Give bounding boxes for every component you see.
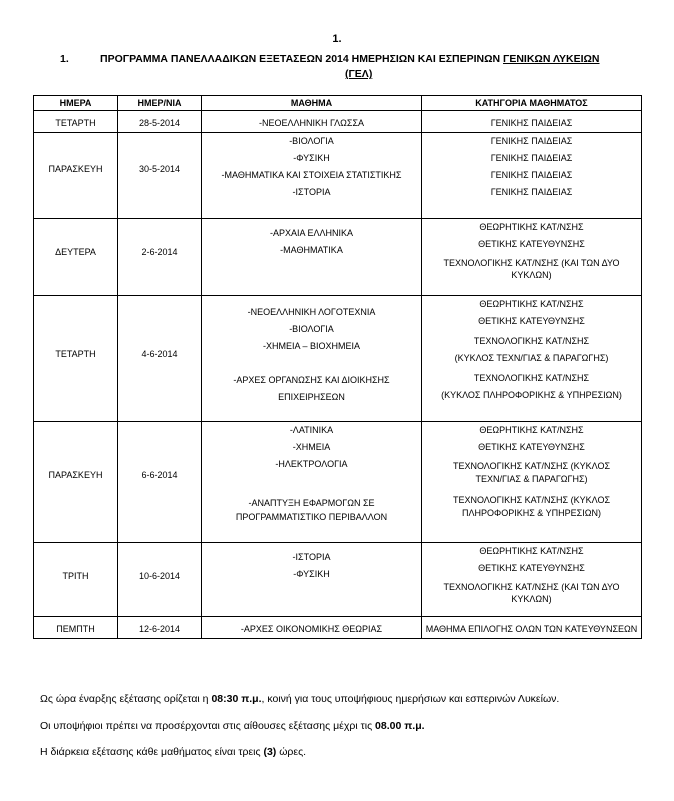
date-cell: 10-6-2014 [118,543,202,617]
date-cell: 6-6-2014 [118,422,202,543]
subject-cell: -ΙΣΤΟΡΙΑ -ΦΥΣΙΚΗ [202,543,422,617]
day-cell: ΤΡΙΤΗ [34,543,118,617]
subject-cell: -ΝΕΟΕΛΛΗΝΙΚΗ ΛΟΓΟΤΕΧΝΙΑ -ΒΙΟΛΟΓΙΑ -ΧΗΜΕΙΑ – ΒΙΟΧΗΜΕΙΑ -ΑΡΧΕΣ ΟΡΓΑΝΩΣΗΣ ΚΑΙ ΔΙΟΙΚΗΣΗΣ ΕΠΙΧΕΙΡΗΣΕΩΝ [202,296,422,422]
table-row [34,617,642,639]
table-row [34,543,642,617]
subject-cell: -ΑΡΧΑΙΑ ΕΛΛΗΝΙΚΑ -ΜΑΘΗΜΑΤΙΚΑ [202,219,422,296]
header-date: ΗΜΕΡ/ΝΙΑ [118,96,202,111]
header-subject: ΜΑΘΗΜΑ [202,96,422,111]
day-cell: ΤΕΤΑΡΤΗ [34,296,118,422]
day-cell: ΤΕΤΑΡΤΗ [34,111,118,133]
footer-arrival-time [40,720,660,732]
footer-text: Ως ώρα έναρξης εξέτασης ορίζεται η [40,693,212,705]
subject-cell: -ΝΕΟΕΛΛΗΝΙΚΗ ΓΛΩΣΣΑ [202,111,422,133]
table-row [34,133,642,219]
header-category: ΚΑΤΗΓΟΡΙΑ ΜΑΘΗΜΑΤΟΣ [422,96,642,111]
table-header-row [34,96,642,111]
footer-bold: (3) [263,746,277,758]
subject-cell: -ΛΑΤΙΝΙΚΑ -ΧΗΜΕΙΑ -ΗΛΕΚΤΡΟΛΟΓΙΑ -ΑΝΑΠΤΥΞΗ ΕΦΑΡΜΟΓΩΝ ΣΕ ΠΡΟΓΡΑΜΜΑΤΙΣΤΙΚΟ ΠΕΡΙΒΑΛΛΟΝ [202,422,422,543]
day-cell: ΠΕΜΠΤΗ [34,617,118,639]
title-underlined: ΓΕΝΙΚΩΝ ΛΥΚΕΙΩΝ [503,53,600,65]
date-cell: 12-6-2014 [118,617,202,639]
footer-bold: 08.00 [375,720,402,732]
title-number: 1. [60,53,69,65]
document-title [60,52,660,82]
footer-duration [40,746,660,758]
date-cell: 28-5-2014 [118,111,202,133]
date-cell: 30-5-2014 [118,133,202,219]
subject-cell: -ΒΙΟΛΟΓΙΑ -ΦΥΣΙΚΗ -ΜΑΘΗΜΑΤΙΚΑ ΚΑΙ ΣΤΟΙΧΕΙΑ ΣΤΑΤΙΣΤΙΚΗΣ -ΙΣΤΟΡΙΑ [202,133,422,219]
table-row [34,219,642,296]
category-cell: ΓΕΝΙΚΗΣ ΠΑΙΔΕΙΑΣ ΓΕΝΙΚΗΣ ΠΑΙΔΕΙΑΣ ΓΕΝΙΚΗΣ ΠΑΙΔΕΙΑΣ ΓΕΝΙΚΗΣ ΠΑΙΔΕΙΑΣ [422,133,642,219]
footer-text: Οι υποψήφιοι πρέπει να προσέρχονται στις αίθουσες εξέτασης μέχρι τις [40,720,376,732]
title-main: ΠΡΟΓΡΑΜΜΑ ΠΑΝΕΛΛΑΔΙΚΩΝ ΕΞΕΤΑΣΕΩΝ 2014 ΗΜΕΡΗΣΙΩΝ ΚΑΙ ΕΣΠΕΡΙΝΩΝ [100,53,501,65]
exam-schedule-table [33,95,642,639]
footer-bold: 08:30 π.μ. [211,693,262,705]
category-cell: ΘΕΩΡΗΤΙΚΗΣ ΚΑΤ/ΝΣΗΣ ΘΕΤΙΚΗΣ ΚΑΤΕΥΘΥΝΣΗΣ ΤΕΧΝΟΛΟΓΙΚΗΣ ΚΑΤ/ΝΣΗΣ (ΚΑΙ ΤΩΝ ΔΥΟ ΚΥΚΛΩΝ) [422,219,642,296]
footer-text: , κοινή για τους υποψήφιους ημερήσιων και εσπερινών Λυκείων. [261,693,560,705]
day-cell: ΠΑΡΑΣΚΕΥΗ [34,422,118,543]
date-cell: 2-6-2014 [118,219,202,296]
category-cell: ΜΑΘΗΜΑ ΕΠΙΛΟΓΗΣ ΟΛΩΝ ΤΩΝ ΚΑΤΕΥΘΥΝΣΕΩΝ [422,617,642,639]
subject-cell: -ΑΡΧΕΣ ΟΙΚΟΝΟΜΙΚΗΣ ΘΕΩΡΙΑΣ [202,617,422,639]
footer-text: Η διάρκεια εξέτασης κάθε μαθήματος είναι τρεις [40,746,264,758]
header-day: ΗΜΕΡΑ [34,96,118,111]
table-row [34,111,642,133]
table-row [34,296,642,422]
category-cell: ΘΕΩΡΗΤΙΚΗΣ ΚΑΤ/ΝΣΗΣ ΘΕΤΙΚΗΣ ΚΑΤΕΥΘΥΝΣΗΣ ΤΕΧΝΟΛΟΓΙΚΗΣ ΚΑΤ/ΝΣΗΣ (ΚΑΙ ΤΩΝ ΔΥΟ ΚΥΚΛΩΝ) [422,543,642,617]
category-cell: ΘΕΩΡΗΤΙΚΗΣ ΚΑΤ/ΝΣΗΣ ΘΕΤΙΚΗΣ ΚΑΤΕΥΘΥΝΣΗΣ ΤΕΧΝΟΛΟΓΙΚΗΣ ΚΑΤ/ΝΣΗΣ (ΚΥΚΛΟΣ ΤΕΧΝ/ΓΙΑΣ & ΠΑΡΑΓΩΓΗΣ) ΤΕΧΝΟΛΟΓΙΚΗΣ ΚΑΤ/ΝΣΗΣ (ΚΥΚΛΟΣ ΠΛΗΡΟΦΟΡΙΚΗΣ & ΥΠΗΡΕΣΙΩΝ) [422,296,642,422]
title-line2: (ΓΕΛ) [345,68,373,80]
footer-start-time [40,693,660,705]
table-row [34,422,642,543]
date-cell: 4-6-2014 [118,296,202,422]
category-cell: ΘΕΩΡΗΤΙΚΗΣ ΚΑΤ/ΝΣΗΣ ΘΕΤΙΚΗΣ ΚΑΤΕΥΘΥΝΣΗΣ ΤΕΧΝΟΛΟΓΙΚΗΣ ΚΑΤ/ΝΣΗΣ (ΚΥΚΛΟΣ ΤΕΧΝ/ΓΙΑΣ & ΠΑΡΑΓΩΓΗΣ) ΤΕΧΝΟΛΟΓΙΚΗΣ ΚΑΤ/ΝΣΗΣ (ΚΥΚΛΟΣ ΠΛΗΡΟΦΟΡΙΚΗΣ & ΥΠΗΡΕΣΙΩΝ) [422,422,642,543]
footer-text: ώρες. [276,746,307,758]
document-number: 1. [332,33,342,45]
footer-bold: π.μ. [401,720,425,732]
day-cell: ΠΑΡΑΣΚΕΥΗ [34,133,118,219]
category-cell: ΓΕΝΙΚΗΣ ΠΑΙΔΕΙΑΣ [422,111,642,133]
day-cell: ΔΕΥΤΕΡΑ [34,219,118,296]
